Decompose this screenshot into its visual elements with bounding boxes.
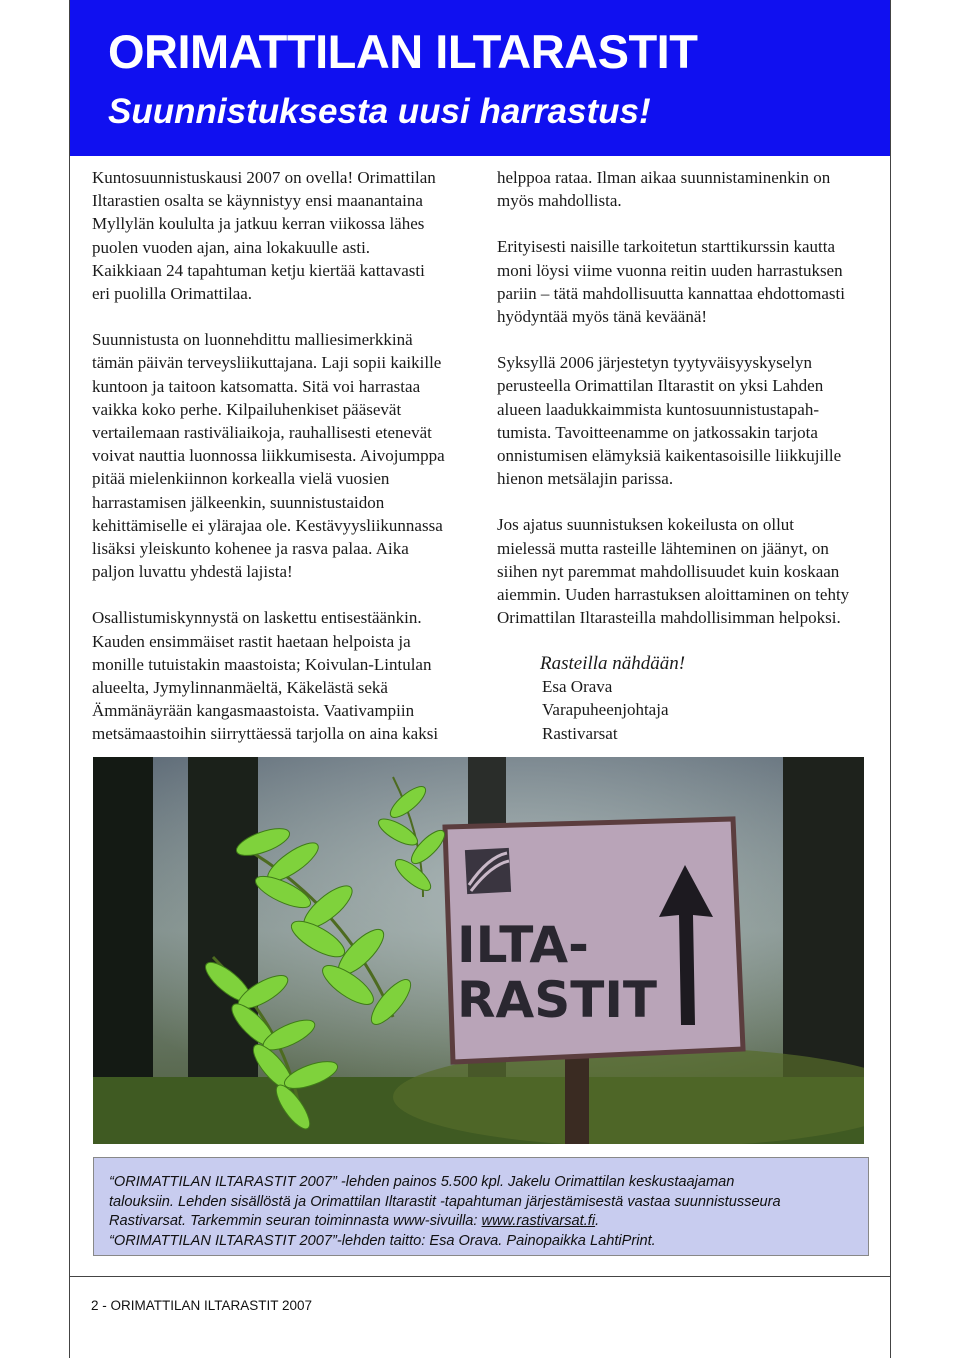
article-left-column — [92, 166, 482, 746]
sign-text-line2: RASTIT — [457, 971, 658, 1029]
paragraph: Kuntosuunnistuskausi 2007 on ovella! Orimattilan Iltarastien osalta se käynnistyy ensi maanantaina Myllylän koululta ja jatkuu kerran viikossa lähes puolen vuoden ajan, aina lokakuulle asti. Kaikkiaan 24 tapahtuman ketju kiertää kattavasti eri puolilla Orimattilaa. — [92, 168, 436, 304]
signature-org: Rastivarsat — [542, 723, 618, 743]
photo-illustration — [93, 757, 864, 1144]
page-subtitle: Suunnistuksesta uusi harrastus! — [108, 92, 651, 131]
signature-block — [541, 652, 685, 745]
sign-text-line1: ILTA- — [457, 916, 589, 974]
signature-name: Esa Orava — [542, 677, 613, 697]
info-line: Rastivarsat. Tarkemmin seuran toiminnasta www-sivuilla: www.rastivarsat.fi. — [109, 1213, 600, 1229]
paragraph: Erityisesti naisille tarkoitetun starttikurssin kautta moni löysi viime vuonna reitin uuden harrastuksen pariin – tätä mahdollisuutta kannattaa ehdottomasti hyödyntää myös tänä keväänä! — [497, 237, 845, 327]
paragraph: Osallistumiskynnystä on laskettu entisestäänkin. Kauden ensimmäiset rastit haetaan helpoista ja monille tutuistakin maastoista; Koivulan-Lintulan alueelta, Jymylinnanmäeltä, Käkelästä sekä Ämmänäyrään kangasmaastoista. Vaativampiin metsämaastoihin siirryttäessä tarjolla on aina kaksi — [92, 608, 439, 744]
page-title: ORIMATTILAN ILTARASTIT — [108, 25, 698, 78]
footer-divider — [70, 1276, 890, 1277]
page-frame-left — [69, 0, 70, 1358]
header-banner — [70, 0, 890, 156]
article-right-column — [497, 166, 877, 629]
page-footer: 2 - ORIMATTILAN ILTARASTIT 2007 — [91, 1298, 313, 1313]
paragraph: Jos ajatus suunnistuksen kokeilusta on ollut mielessä mutta rasteille lähteminen on jäänyt, on siihen nyt paremmat mahdollisuudet kuin koskaan aiemmin. Uuden harrastuksen aloittaminen on tehty Orimattilan Iltarasteilla mahdollisimman helpoksi. — [497, 515, 850, 628]
paragraph: Syksyllä 2006 järjestetyn tyytyväisyyskyselyn perusteella Orimattilan Iltarastit on yksi Lahden alueen laadukkaimmista kuntosuunnistustapah- tumista. Tavoitteenamme on jatkossakin tarjota onnistumisen elämyksiä kaikentasoisille liikkujille hienon metsälajin parissa. — [497, 353, 842, 489]
publication-info-box — [93, 1157, 869, 1256]
info-line: talouksiin. Lehden sisällöstä ja Orimattilan Iltarastit -tapahtuman järjestämisestä vastaa suunnistusseura — [109, 1193, 781, 1210]
website-link[interactable]: www.rastivarsat.fi — [481, 1213, 596, 1229]
info-line: “ORIMATTILAN ILTARASTIT 2007” -lehden painos 5.500 kpl. Jakelu Orimattilan keskustaajaman — [109, 1174, 735, 1190]
sign-post — [565, 1057, 589, 1144]
signature-role: Varapuheenjohtaja — [542, 700, 669, 720]
info-line: “ORIMATTILAN ILTARASTIT 2007”-lehden taitto: Esa Orava. Painopaikka LahtiPrint. — [109, 1232, 656, 1249]
paragraph: helppoa rataa. Ilman aikaa suunnistaminenkin on myös mahdollista. — [497, 168, 831, 211]
photo-forest-sign — [93, 757, 864, 1144]
paragraph: Suunnistusta on luonnehdittu malliesimerkkinä tämän päivän terveysliikuttajana. Laji sopii kaikille kuntoon ja taitoon katsomatta. Sitä voi harrastaa vaikka koko perhe. Kilpailuhenkiset pääsevät vertailemaan rastiväliaikoja, rauhallisesti etenevät voivat nauttia luonnossa liikkumisesta. Aivojumppa pitää mielenkiinnon korkealla vielä vuosien harrastamisen jälkeenkin, suunnistustaidon kehittämiselle ei ylärajaa ole. Kestävyysliikunnassa lisäksi yleiskunto kohenee ja rasva palaa. Aika paljon luvattu yhdestä lajista! — [92, 330, 445, 582]
iltarastit-sign — [445, 819, 743, 1062]
page-frame-right — [890, 0, 891, 1358]
signature-greeting: Rasteilla nähdään! — [540, 653, 686, 674]
